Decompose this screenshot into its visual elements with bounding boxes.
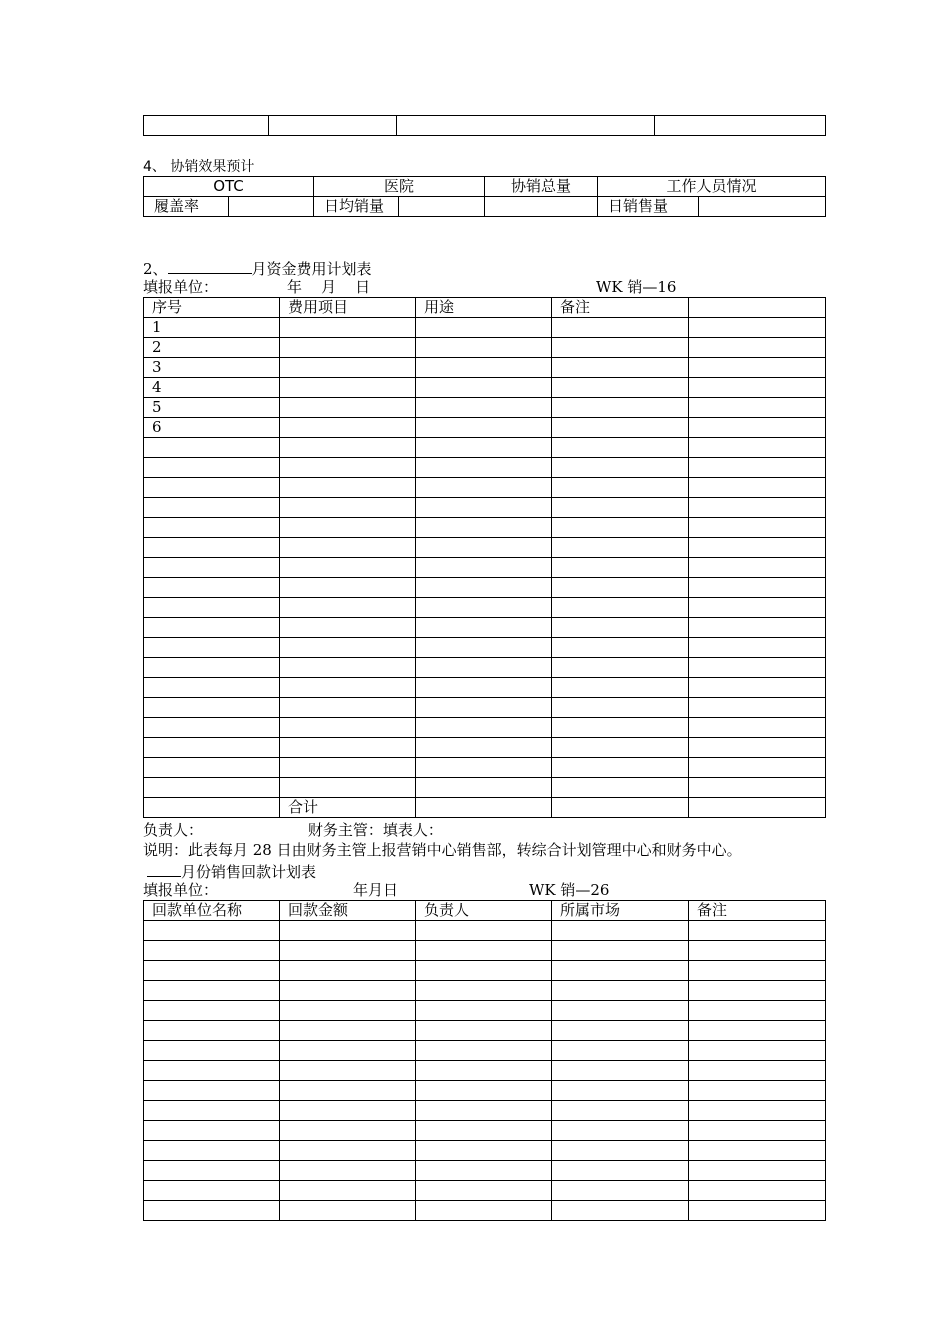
table-row <box>144 678 826 698</box>
collection-table <box>143 900 826 1221</box>
table-cell <box>280 418 416 438</box>
table-cell <box>689 698 826 718</box>
table-cell <box>552 598 689 618</box>
header-hospital: 医院 <box>314 177 485 197</box>
table-cell <box>416 1161 552 1181</box>
table-cell <box>280 378 416 398</box>
table-cell <box>689 338 826 358</box>
table-cell <box>416 1021 552 1041</box>
column-header: 负责人 <box>416 901 552 921</box>
table-cell <box>416 478 552 498</box>
table-cell <box>689 1161 826 1181</box>
table-cell <box>144 438 280 458</box>
table-cell <box>552 358 689 378</box>
table-cell <box>280 921 416 941</box>
column-header: 回款单位名称 <box>144 901 280 921</box>
table-row <box>144 1201 826 1221</box>
table-cell <box>416 1141 552 1161</box>
table-cell <box>552 941 689 961</box>
table-cell <box>689 941 826 961</box>
expense-unit-label: 填报单位： <box>143 278 219 296</box>
table-row <box>144 318 826 338</box>
table-row <box>144 1121 826 1141</box>
table-cell <box>552 778 689 798</box>
table-row <box>144 981 826 1001</box>
table-cell <box>416 1201 552 1221</box>
table-cell <box>416 961 552 981</box>
table-cell <box>144 618 280 638</box>
table-row <box>144 458 826 478</box>
table-cell <box>144 1181 280 1201</box>
table-cell <box>280 1101 416 1121</box>
table-cell <box>144 1101 280 1121</box>
table-cell <box>144 598 280 618</box>
table-row <box>144 638 826 658</box>
table-cell <box>280 1181 416 1201</box>
table-cell <box>416 1001 552 1021</box>
table-cell <box>280 658 416 678</box>
table-row <box>144 1041 826 1061</box>
table-cell <box>552 678 689 698</box>
table-cell <box>144 758 280 778</box>
table-cell <box>144 558 280 578</box>
table-row <box>144 921 826 941</box>
table-cell <box>144 1061 280 1081</box>
table-cell <box>689 921 826 941</box>
table-cell <box>689 458 826 478</box>
collection-date-label: 年月日 <box>353 881 399 899</box>
table-cell <box>280 981 416 1001</box>
table-cell <box>416 538 552 558</box>
table-cell <box>689 1141 826 1161</box>
table-row <box>144 518 826 538</box>
table-row <box>144 578 826 598</box>
header-total: 协销总量 <box>485 177 598 197</box>
serial-number: 3 <box>144 358 280 378</box>
table-cell <box>552 798 689 818</box>
table-cell <box>144 1001 280 1021</box>
table-cell <box>416 798 552 818</box>
table-row <box>144 698 826 718</box>
collection-unit-label: 填报单位： <box>143 881 219 899</box>
table-row <box>144 618 826 638</box>
table-cell <box>144 1021 280 1041</box>
table-cell <box>416 738 552 758</box>
table-cell <box>552 478 689 498</box>
table-cell <box>280 438 416 458</box>
serial-number: 4 <box>144 378 280 398</box>
table-cell <box>144 1161 280 1181</box>
table-row <box>144 1141 826 1161</box>
table-cell <box>280 1161 416 1181</box>
expense-form-code: WK 销—16 <box>596 278 677 296</box>
table-cell <box>280 1021 416 1041</box>
table-cell <box>416 778 552 798</box>
table-cell <box>552 1081 689 1101</box>
table-row <box>144 538 826 558</box>
table-row <box>144 941 826 961</box>
table-cell <box>689 981 826 1001</box>
table-cell <box>552 1121 689 1141</box>
table-cell <box>416 678 552 698</box>
table-cell <box>552 1101 689 1121</box>
table-cell <box>552 398 689 418</box>
table-cell <box>144 538 280 558</box>
table-cell <box>416 658 552 678</box>
table-cell <box>280 718 416 738</box>
table-cell <box>280 538 416 558</box>
table-cell <box>416 578 552 598</box>
table-cell <box>416 518 552 538</box>
table-cell <box>416 418 552 438</box>
table-cell <box>144 1141 280 1161</box>
table-cell <box>416 1041 552 1061</box>
table-cell <box>689 738 826 758</box>
table-cell <box>416 718 552 738</box>
table-cell <box>689 1061 826 1081</box>
table-cell <box>280 678 416 698</box>
table-cell <box>689 1021 826 1041</box>
table-row <box>144 358 826 378</box>
table-cell <box>416 1181 552 1201</box>
table-cell <box>280 778 416 798</box>
collection-title-text: 月份销售回款计划表 <box>181 863 317 881</box>
column-header <box>689 298 826 318</box>
table-cell <box>552 438 689 458</box>
table-cell <box>144 1121 280 1141</box>
table-cell <box>144 1041 280 1061</box>
table-row <box>144 598 826 618</box>
table-cell <box>689 478 826 498</box>
table-cell <box>416 941 552 961</box>
table-cell <box>280 498 416 518</box>
expense-date-label: 年 月 日 <box>287 278 371 296</box>
serial-number: 6 <box>144 418 280 438</box>
expense-note: 说明：此表每月 28 日由财务主管上报营销中心销售部，转综合计划管理中心和财务中心。 <box>143 841 742 859</box>
table-cell <box>280 1041 416 1061</box>
table-cell <box>144 738 280 758</box>
table-row <box>144 1061 826 1081</box>
table-cell <box>416 638 552 658</box>
table-cell <box>689 1181 826 1201</box>
table-cell <box>144 718 280 738</box>
table-cell <box>689 498 826 518</box>
table-cell <box>416 1061 552 1081</box>
table-cell <box>552 658 689 678</box>
table-cell <box>552 458 689 478</box>
expense-title-text: 月资金费用计划表 <box>251 260 372 278</box>
table-cell <box>144 1201 280 1221</box>
table-cell <box>689 678 826 698</box>
table-cell <box>144 798 280 818</box>
table-cell <box>280 1141 416 1161</box>
table-cell <box>552 718 689 738</box>
table-cell <box>689 318 826 338</box>
expense-title-prefix: 2、 <box>143 260 168 278</box>
serial-number: 2 <box>144 338 280 358</box>
table-cell <box>552 1141 689 1161</box>
table-cell <box>552 538 689 558</box>
table-row <box>144 378 826 398</box>
table-cell <box>416 458 552 478</box>
table-cell <box>144 658 280 678</box>
table-cell <box>144 498 280 518</box>
month-blank-2 <box>147 860 181 877</box>
table-cell <box>552 921 689 941</box>
column-header: 费用项目 <box>280 298 416 318</box>
table-cell <box>689 961 826 981</box>
table-cell <box>280 1081 416 1101</box>
collection-plan-title <box>143 860 316 882</box>
table-cell <box>689 598 826 618</box>
table-cell <box>689 518 826 538</box>
table-row <box>144 1081 826 1101</box>
table-cell <box>689 438 826 458</box>
column-header: 备注 <box>689 901 826 921</box>
table-cell <box>416 698 552 718</box>
table-cell <box>144 518 280 538</box>
table-cell <box>552 1181 689 1201</box>
table-cell <box>552 1061 689 1081</box>
table-cell <box>552 698 689 718</box>
table-cell <box>416 981 552 1001</box>
table-cell <box>280 318 416 338</box>
section4-heading: 4、 协销效果预计 <box>143 159 255 175</box>
total-label: 合计 <box>280 798 416 818</box>
table-row <box>144 478 826 498</box>
table-row <box>144 758 826 778</box>
table-cell <box>552 981 689 1001</box>
table-cell <box>144 478 280 498</box>
table-cell <box>280 618 416 638</box>
table-cell <box>280 478 416 498</box>
table-cell <box>416 1081 552 1101</box>
table-cell <box>552 418 689 438</box>
table-cell <box>144 698 280 718</box>
table-cell <box>689 538 826 558</box>
table-cell <box>552 1041 689 1061</box>
table-cell <box>552 638 689 658</box>
table-cell <box>689 1101 826 1121</box>
column-header: 回款金额 <box>280 901 416 921</box>
collection-form-code: WK 销—26 <box>529 881 610 899</box>
table-cell <box>552 1161 689 1181</box>
table-cell <box>689 418 826 438</box>
table-row <box>144 498 826 518</box>
table-row <box>144 338 826 358</box>
table-cell <box>416 758 552 778</box>
table-row <box>144 1101 826 1121</box>
table-cell <box>552 1001 689 1021</box>
table-row <box>144 558 826 578</box>
table-row <box>144 1161 826 1181</box>
table-cell <box>689 1041 826 1061</box>
table-row <box>144 1001 826 1021</box>
expense-signatures: 负责人： 财务主管：填表人： <box>143 821 443 839</box>
serial-number: 1 <box>144 318 280 338</box>
column-header: 序号 <box>144 298 280 318</box>
table-cell <box>689 1201 826 1221</box>
total-row <box>144 798 826 818</box>
table-row <box>144 398 826 418</box>
table-row <box>144 718 826 738</box>
expense-table <box>143 297 826 818</box>
table-row <box>144 961 826 981</box>
table-cell <box>280 638 416 658</box>
table-cell <box>689 798 826 818</box>
table-cell <box>689 638 826 658</box>
table-cell <box>689 1081 826 1101</box>
table-cell <box>689 618 826 638</box>
coverage-value <box>229 197 314 217</box>
table-cell <box>552 758 689 778</box>
table-cell <box>416 1101 552 1121</box>
serial-number: 5 <box>144 398 280 418</box>
daily-avg-value <box>399 197 485 217</box>
table-cell <box>144 941 280 961</box>
table-cell <box>144 638 280 658</box>
table-cell <box>689 558 826 578</box>
table-cell <box>552 961 689 981</box>
table-cell <box>416 378 552 398</box>
table-cell <box>280 338 416 358</box>
table-cell <box>144 1081 280 1101</box>
table-cell <box>416 438 552 458</box>
month-blank <box>168 257 252 274</box>
table-cell <box>689 658 826 678</box>
table-cell <box>144 458 280 478</box>
daily-avg-label: 日均销量 <box>314 197 399 217</box>
daily-sales-value <box>699 197 826 217</box>
table-cell <box>552 1021 689 1041</box>
table-cell <box>280 458 416 478</box>
table-cell <box>689 358 826 378</box>
table-cell <box>144 578 280 598</box>
table-cell <box>144 981 280 1001</box>
table-cell <box>689 758 826 778</box>
table-cell <box>552 318 689 338</box>
table-cell <box>280 518 416 538</box>
table-cell <box>689 578 826 598</box>
table-cell <box>689 718 826 738</box>
table-cell <box>689 778 826 798</box>
total-value <box>485 197 598 217</box>
table-cell <box>280 758 416 778</box>
table-cell <box>552 338 689 358</box>
coverage-label: 履盖率 <box>144 197 229 217</box>
table-cell <box>280 1001 416 1021</box>
table-cell <box>280 941 416 961</box>
table-row <box>144 738 826 758</box>
table-cell <box>689 1001 826 1021</box>
table-cell <box>416 318 552 338</box>
table-cell <box>552 1201 689 1221</box>
top-residual-table <box>143 115 826 136</box>
table-cell <box>552 378 689 398</box>
header-staff: 工作人员情况 <box>598 177 826 197</box>
table-cell <box>416 498 552 518</box>
table-cell <box>689 398 826 418</box>
table-cell <box>416 598 552 618</box>
table-cell <box>144 961 280 981</box>
table-header-row <box>144 298 826 318</box>
table-cell <box>280 558 416 578</box>
daily-sales-label: 日销售量 <box>598 197 699 217</box>
table-cell <box>416 338 552 358</box>
table-cell <box>280 398 416 418</box>
expense-plan-title <box>143 257 372 279</box>
table-cell <box>280 598 416 618</box>
table-cell <box>689 1121 826 1141</box>
table-cell <box>689 378 826 398</box>
table-cell <box>280 358 416 378</box>
table-cell <box>552 518 689 538</box>
table-cell <box>280 1061 416 1081</box>
table-cell <box>280 1121 416 1141</box>
table-cell <box>416 1121 552 1141</box>
table-cell <box>280 1201 416 1221</box>
table-cell <box>416 358 552 378</box>
table-row <box>144 1181 826 1201</box>
table-header-row <box>144 901 826 921</box>
column-header: 所属市场 <box>552 901 689 921</box>
table-row <box>144 418 826 438</box>
column-header: 备注 <box>552 298 689 318</box>
table-cell <box>144 921 280 941</box>
table-cell <box>552 558 689 578</box>
table-cell <box>416 618 552 638</box>
table-cell <box>552 498 689 518</box>
table-cell <box>416 558 552 578</box>
table-cell <box>280 738 416 758</box>
table-cell <box>552 618 689 638</box>
table-cell <box>416 398 552 418</box>
table-cell <box>280 698 416 718</box>
table-cell <box>416 921 552 941</box>
table-cell <box>552 578 689 598</box>
header-otc: OTC <box>144 177 314 197</box>
section4-table <box>143 176 826 217</box>
table-row <box>144 778 826 798</box>
table-row <box>144 1021 826 1041</box>
column-header: 用途 <box>416 298 552 318</box>
table-cell <box>144 678 280 698</box>
table-cell <box>280 578 416 598</box>
table-cell <box>552 738 689 758</box>
table-cell <box>144 778 280 798</box>
table-cell <box>280 961 416 981</box>
table-row <box>144 438 826 458</box>
table-row <box>144 658 826 678</box>
